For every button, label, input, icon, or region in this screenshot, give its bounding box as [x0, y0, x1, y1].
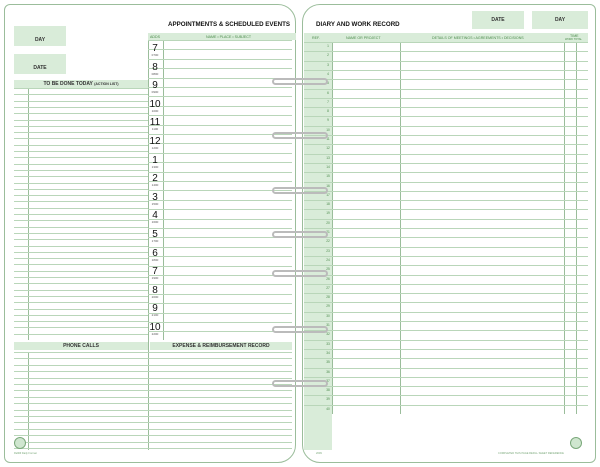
diary-line[interactable]	[304, 386, 588, 387]
phone-expense-line[interactable]	[14, 448, 292, 449]
hour-label	[148, 230, 162, 243]
ref-number: 15	[326, 174, 330, 179]
diary-line[interactable]	[304, 42, 588, 43]
diary-line[interactable]	[304, 368, 588, 369]
hour-label	[148, 100, 162, 113]
hour-number: 4	[152, 210, 158, 222]
action-line[interactable]	[14, 151, 148, 152]
ref-number: 36	[326, 369, 330, 374]
action-line[interactable]	[14, 113, 148, 114]
hour-number: 6	[152, 247, 158, 259]
hour-number: 1	[152, 154, 158, 166]
action-line[interactable]	[14, 302, 148, 303]
day-box[interactable]	[14, 26, 66, 46]
diary-line[interactable]	[304, 116, 588, 117]
col-time-sub: WORK TOTAL	[565, 38, 582, 41]
binder-ring-icon	[272, 270, 328, 277]
action-line[interactable]	[14, 258, 148, 259]
col-time: TIME	[570, 34, 579, 38]
appointment-line[interactable]	[148, 256, 292, 257]
expense-header	[150, 342, 292, 350]
action-list-title: TO BE DONE TODAY	[43, 81, 93, 87]
appointment-line[interactable]	[148, 115, 292, 116]
ref-number: 30	[326, 313, 330, 318]
diary-line[interactable]	[304, 79, 588, 80]
diary-line[interactable]	[304, 405, 588, 406]
hour-military: 0700	[151, 53, 159, 57]
ref-number: 34	[326, 350, 330, 355]
col-ref: REF.	[312, 36, 320, 40]
appointment-line[interactable]	[148, 200, 292, 201]
phone-calls-header	[14, 342, 148, 350]
diary-line[interactable]	[304, 228, 588, 229]
appointment-line[interactable]	[148, 40, 292, 41]
action-line[interactable]	[14, 164, 148, 165]
action-line[interactable]	[14, 101, 148, 102]
ref-number: 7	[327, 99, 329, 104]
ref-number: 18	[326, 202, 330, 207]
appointment-line[interactable]	[148, 228, 292, 229]
action-line[interactable]	[14, 183, 148, 184]
appointment-line[interactable]	[148, 125, 292, 126]
diary-line[interactable]	[304, 191, 588, 192]
hour-military: 1600	[151, 220, 159, 225]
hour-military: 2000	[151, 294, 159, 299]
diary-line[interactable]	[304, 395, 588, 396]
date-box[interactable]	[14, 54, 66, 74]
diary-line[interactable]	[304, 312, 588, 313]
diary-line[interactable]	[304, 107, 588, 108]
hour-military: 1000	[151, 108, 159, 113]
binder-ring-icon	[272, 231, 328, 238]
action-line[interactable]	[14, 283, 148, 284]
phone-expense-line[interactable]	[14, 442, 292, 443]
hour-label	[148, 44, 162, 57]
ref-number: 9	[327, 118, 329, 123]
phone-expense-line[interactable]	[14, 384, 292, 385]
appointment-line[interactable]	[148, 313, 292, 314]
appointment-line[interactable]	[148, 294, 292, 295]
diary-line[interactable]	[304, 247, 588, 248]
hour-military: 1300	[151, 164, 159, 169]
left-footer: Refill# Daily Format	[14, 452, 37, 455]
hour-military: 1400	[151, 183, 159, 188]
action-line[interactable]	[14, 208, 148, 209]
diary-line[interactable]	[304, 377, 588, 378]
diary-line[interactable]	[304, 135, 588, 136]
action-line[interactable]	[14, 290, 148, 291]
ref-number: 8	[327, 109, 329, 114]
phone-expense-line[interactable]	[14, 352, 292, 353]
left-logo-icon	[14, 437, 26, 449]
action-line[interactable]	[14, 227, 148, 228]
right-date-box[interactable]	[472, 11, 524, 29]
diary-line[interactable]	[304, 51, 588, 52]
action-line[interactable]	[14, 138, 148, 139]
ref-number: 21	[326, 230, 330, 234]
ref-number: 29	[326, 304, 330, 309]
action-line[interactable]	[14, 195, 148, 196]
ref-number: 28	[326, 295, 330, 300]
ref-number: 14	[326, 164, 330, 169]
ref-number: 38	[326, 388, 330, 393]
diary-line[interactable]	[304, 172, 588, 173]
phone-expense-line[interactable]	[14, 378, 292, 379]
hour-label	[148, 156, 162, 169]
phone-expense-line[interactable]	[14, 358, 292, 359]
action-list-header	[14, 80, 148, 88]
day-label: DAY	[34, 37, 46, 43]
appointment-line[interactable]	[148, 190, 292, 191]
appointment-line[interactable]	[148, 143, 292, 144]
hour-number: 3	[152, 191, 158, 203]
action-line[interactable]	[14, 220, 148, 221]
right-date-label: DATE	[491, 17, 505, 23]
phone-expense-line[interactable]	[14, 390, 292, 391]
diary-line[interactable]	[304, 340, 588, 341]
ref-number: 20	[326, 220, 330, 225]
ref-number: 3	[327, 62, 329, 67]
hour-number: 7	[152, 43, 158, 54]
hour-label	[148, 249, 162, 262]
appointment-line[interactable]	[148, 266, 292, 267]
binder-ring-icon	[272, 380, 328, 387]
binder-ring-icon	[272, 132, 328, 139]
appointment-line[interactable]	[148, 49, 292, 50]
action-line[interactable]	[14, 88, 148, 89]
hour-label	[148, 63, 162, 76]
action-line[interactable]	[14, 94, 148, 95]
diary-line[interactable]	[304, 265, 588, 266]
ref-number: 2	[327, 53, 329, 58]
hour-number: 8	[152, 284, 158, 296]
hour-military: 2100	[151, 313, 159, 318]
hour-number: 10	[149, 98, 161, 110]
ref-number: 33	[326, 341, 330, 346]
appt-col-ref: ADDS	[150, 35, 160, 39]
col-details: DETAILS OF MEETINGS • AGREEMENTS • DECISIONS	[432, 36, 524, 40]
diary-title: DIARY AND WORK RECORD	[316, 21, 400, 28]
diary-line[interactable]	[304, 200, 588, 201]
hour-label	[148, 267, 162, 280]
ref-number: 26	[326, 276, 330, 281]
hour-military: 1700	[151, 239, 159, 243]
hour-label	[148, 137, 162, 150]
action-line[interactable]	[14, 252, 148, 253]
ref-number: 35	[326, 360, 330, 365]
hour-military: 1100	[151, 127, 159, 132]
diary-line[interactable]	[304, 293, 588, 294]
expense-title: EXPENSE & REIMBURSEMENT RECORD	[172, 343, 270, 349]
right-day-label: DAY	[554, 17, 566, 23]
ref-number: 37	[326, 378, 330, 383]
hour-military: 1900	[151, 276, 159, 281]
action-list-subtitle: (ACTION LIST)	[94, 82, 119, 86]
appointment-line[interactable]	[148, 181, 292, 182]
right-footer-left: 2009	[316, 452, 322, 455]
appointment-line[interactable]	[148, 162, 292, 163]
diary-line[interactable]	[304, 349, 588, 350]
appointment-line[interactable]	[148, 134, 292, 135]
ref-number: 10	[326, 127, 330, 132]
appointment-line[interactable]	[148, 59, 292, 60]
hour-military: 2200	[151, 332, 159, 336]
appointment-line[interactable]	[148, 219, 292, 220]
appointment-line[interactable]	[148, 209, 292, 210]
phone-expense-line[interactable]	[14, 365, 292, 366]
right-logo-icon	[570, 437, 582, 449]
action-line[interactable]	[14, 132, 148, 133]
ref-number: 17	[326, 192, 330, 197]
appointment-line[interactable]	[148, 322, 292, 323]
hour-number: 12	[149, 136, 161, 147]
action-line[interactable]	[14, 246, 148, 247]
action-line[interactable]	[14, 277, 148, 278]
diary-line[interactable]	[304, 126, 588, 127]
ref-number: 6	[327, 90, 329, 95]
diary-line[interactable]	[304, 219, 588, 220]
diary-line[interactable]	[304, 302, 588, 303]
action-line[interactable]	[14, 233, 148, 234]
right-page	[302, 4, 596, 463]
binder-ring-icon	[272, 326, 328, 333]
hour-number: 9	[152, 80, 158, 92]
ref-number: 16	[326, 183, 330, 188]
col-name: NAME OR PROJECT	[346, 36, 381, 40]
ref-number: 27	[326, 285, 330, 290]
appointments-title: APPOINTMENTS & SCHEDULED EVENTS	[168, 21, 291, 28]
diary-line[interactable]	[304, 70, 588, 71]
right-day-box[interactable]	[532, 11, 588, 29]
hour-number: 2	[152, 173, 158, 185]
diary-line[interactable]	[304, 154, 588, 155]
action-line[interactable]	[14, 296, 148, 297]
appointment-line[interactable]	[148, 172, 292, 173]
hour-label	[148, 304, 162, 317]
diary-line[interactable]	[304, 144, 588, 145]
ref-number: 13	[326, 155, 330, 160]
diary-line[interactable]	[304, 209, 588, 210]
ref-number: 39	[326, 397, 330, 402]
appointment-line[interactable]	[148, 331, 292, 332]
diary-line[interactable]	[304, 321, 588, 322]
diary-line[interactable]	[304, 256, 588, 257]
action-line[interactable]	[14, 120, 148, 121]
appointment-line[interactable]	[148, 284, 292, 285]
phone-expense-line[interactable]	[14, 397, 292, 398]
ref-number: 5	[327, 81, 329, 86]
appointment-line[interactable]	[148, 275, 292, 276]
appointment-line[interactable]	[148, 247, 292, 248]
date-label: DATE	[33, 65, 47, 71]
hour-number: 10	[149, 322, 161, 333]
action-line[interactable]	[14, 327, 148, 328]
action-line[interactable]	[14, 264, 148, 265]
action-line[interactable]	[14, 309, 148, 310]
diary-line[interactable]	[304, 61, 588, 62]
action-line[interactable]	[14, 107, 148, 108]
hour-label	[148, 211, 162, 224]
action-line[interactable]	[14, 126, 148, 127]
appointment-line[interactable]	[148, 303, 292, 304]
ref-number: 32	[326, 332, 330, 337]
ref-number: 11	[326, 137, 330, 141]
action-line[interactable]	[14, 170, 148, 171]
appointment-line[interactable]	[148, 106, 292, 107]
appointment-line[interactable]	[148, 78, 292, 79]
hour-label	[148, 81, 162, 94]
appointment-line[interactable]	[148, 153, 292, 154]
appt-col-name: NAME • PLACE • SUBJECT	[206, 35, 252, 39]
phone-expense-line[interactable]	[14, 403, 292, 404]
phone-expense-line[interactable]	[14, 429, 292, 430]
diary-line[interactable]	[304, 89, 588, 90]
action-line[interactable]	[14, 321, 148, 322]
action-line[interactable]	[14, 176, 148, 177]
appointment-line[interactable]	[148, 96, 292, 97]
phone-expense-line[interactable]	[14, 371, 292, 372]
action-line[interactable]	[14, 201, 148, 202]
hour-label	[148, 174, 162, 187]
action-line[interactable]	[14, 157, 148, 158]
ref-number: 22	[326, 239, 330, 244]
diary-line[interactable]	[304, 163, 588, 164]
diary-line[interactable]	[304, 237, 588, 238]
ref-number: 12	[326, 146, 330, 151]
hour-military: 0900	[151, 90, 159, 95]
hour-number: 5	[152, 229, 158, 240]
diary-line[interactable]	[304, 182, 588, 183]
action-line[interactable]	[14, 239, 148, 240]
action-line[interactable]	[14, 145, 148, 146]
hour-number: 8	[152, 61, 158, 73]
ref-number: 19	[326, 211, 330, 216]
binder-ring-icon	[272, 78, 328, 85]
appointment-line[interactable]	[148, 237, 292, 238]
hour-number: 9	[152, 303, 158, 315]
appointment-line[interactable]	[148, 68, 292, 69]
hour-label	[148, 118, 162, 131]
diary-line[interactable]	[304, 275, 588, 276]
hour-military: 1800	[151, 257, 159, 262]
phone-calls-title: PHONE CALLS	[63, 343, 99, 349]
hour-military: 1500	[151, 201, 159, 206]
ref-number: 25	[326, 267, 330, 272]
hour-label	[148, 193, 162, 206]
hour-military: 1200	[151, 146, 159, 150]
diary-line[interactable]	[304, 358, 588, 359]
ref-number: 23	[326, 248, 330, 253]
action-line[interactable]	[14, 214, 148, 215]
diary-line[interactable]	[304, 98, 588, 99]
appointment-line[interactable]	[148, 87, 292, 88]
ref-number: 31	[326, 323, 330, 327]
action-line[interactable]	[14, 271, 148, 272]
phone-expense-line[interactable]	[14, 416, 292, 417]
hour-label	[148, 286, 162, 299]
diary-line[interactable]	[304, 284, 588, 285]
ref-number: 1	[327, 44, 329, 48]
phone-expense-line[interactable]	[14, 410, 292, 411]
hour-number: 7	[152, 266, 158, 278]
phone-expense-line[interactable]	[14, 422, 292, 423]
ref-number: 40	[326, 406, 330, 411]
action-line[interactable]	[14, 315, 148, 316]
phone-expense-line[interactable]	[14, 435, 292, 436]
action-line[interactable]	[14, 334, 148, 335]
action-line[interactable]	[14, 189, 148, 190]
diary-line[interactable]	[304, 330, 588, 331]
right-footer-right: COMPLETED THIS PAGE REFILL SHEET REFERENCE	[498, 452, 564, 455]
ref-number: 4	[327, 71, 329, 76]
hour-military: 0800	[151, 71, 159, 76]
ref-number: 24	[326, 257, 330, 262]
hour-number: 11	[149, 117, 161, 129]
hour-label	[148, 323, 162, 336]
binder-ring-icon	[272, 187, 328, 194]
